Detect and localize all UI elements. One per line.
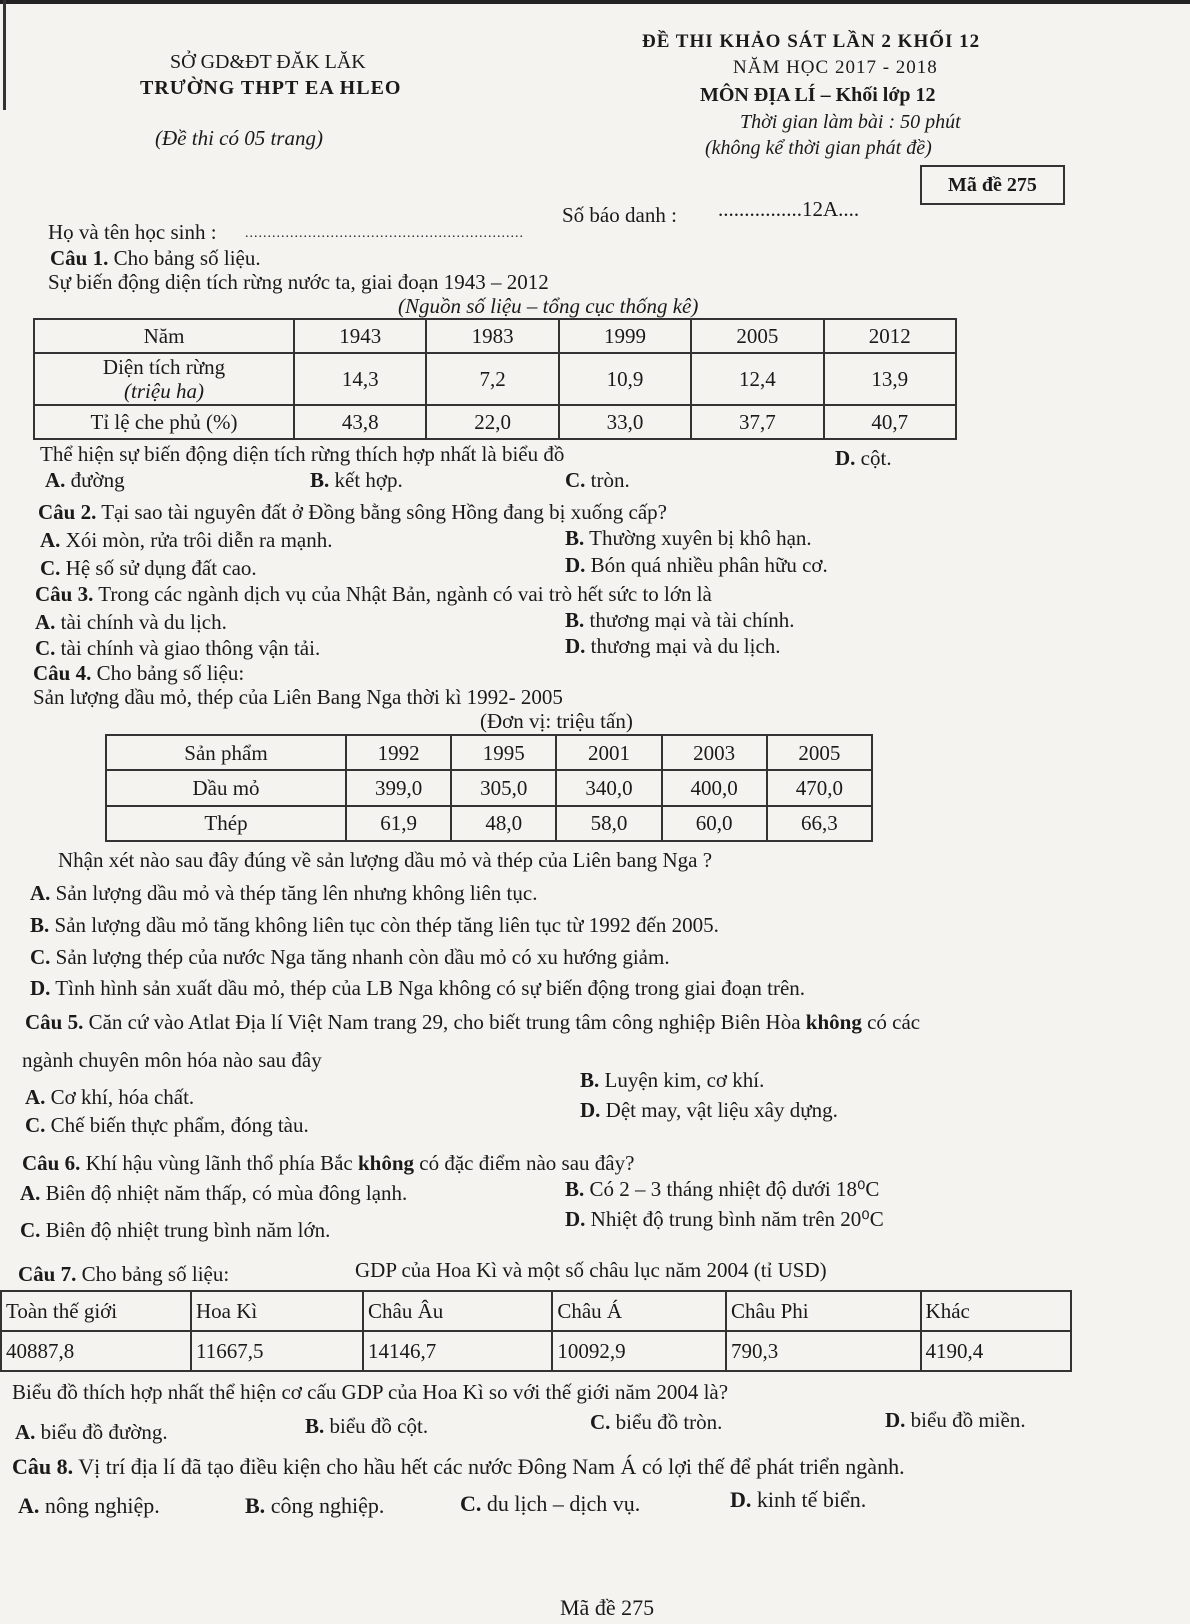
q5-stem-line2: ngành chuyên môn hóa nào sau đây [22, 1048, 322, 1072]
q7-stem-text: Cho bảng số liệu: [81, 1262, 230, 1286]
q3-option-a[interactable] [35, 610, 227, 634]
q4-table [105, 734, 873, 842]
option-label: C. [20, 1218, 41, 1242]
q3-option-c[interactable] [35, 636, 320, 660]
option-text: du lịch – dịch vụ. [486, 1491, 641, 1516]
q6-option-d[interactable] [565, 1207, 884, 1231]
option-label: A. [40, 528, 61, 552]
option-label: C. [460, 1491, 482, 1516]
table-cell: 22,0 [426, 405, 558, 439]
page-edge [0, 0, 1190, 4]
table-cell: 48,0 [451, 806, 556, 841]
student-name-field[interactable]: .............................................................. [245, 226, 524, 241]
q4-stem [33, 661, 244, 685]
table-cell: Tỉ lệ che phủ (%) [34, 405, 294, 439]
q5-stem [25, 1010, 920, 1034]
q6-option-c[interactable] [20, 1218, 330, 1242]
table-row [34, 319, 956, 353]
q5-stem-text-end: có các [867, 1010, 921, 1034]
exam-title: ĐỀ THI KHẢO SÁT LẦN 2 KHỐI 12 [642, 31, 981, 52]
option-label: B. [30, 913, 50, 937]
table-cell: Châu Âu [363, 1291, 552, 1331]
option-text: tài chính và du lịch. [60, 610, 227, 634]
option-label: D. [565, 634, 586, 658]
option-text: Hệ số sử dụng đất cao. [65, 556, 257, 580]
q4-option-d[interactable] [30, 976, 805, 1000]
option-text: thương mại và du lịch. [590, 634, 781, 658]
q6-stem-emphasis: không [357, 1151, 415, 1175]
page-edge-left [3, 0, 6, 110]
option-text: Luyện kim, cơ khí. [604, 1068, 765, 1092]
q6-stem-text: Khí hậu vùng lãnh thổ phía Bắc [85, 1151, 353, 1175]
table-cell: 60,0 [662, 806, 767, 841]
option-label: B. [565, 608, 585, 632]
table-cell: Năm [34, 319, 294, 353]
q8-option-b[interactable] [245, 1494, 384, 1518]
option-label: B. [310, 468, 330, 492]
q2-option-c[interactable] [40, 556, 257, 580]
option-label: D. [730, 1487, 752, 1512]
student-name-label: Họ và tên học sinh : [48, 220, 217, 244]
q2-option-d[interactable] [565, 553, 828, 577]
option-text: nông nghiệp. [44, 1493, 160, 1518]
table-row [106, 735, 872, 770]
table-cell: 33,0 [559, 405, 691, 439]
row-label: Diện tích rừng [102, 355, 226, 379]
table-row [1, 1291, 1071, 1331]
option-text: Chế biến thực phẩm, đóng tàu. [50, 1113, 309, 1137]
q5-number: Câu 5. [25, 1010, 84, 1034]
q7-option-c[interactable] [590, 1410, 722, 1434]
option-label: D. [565, 553, 586, 577]
option-label: A. [45, 468, 66, 492]
q1-number: Câu 1. [50, 246, 109, 270]
option-text: Sản lượng thép của nước Nga tăng nhanh còn dầu mỏ có xu hướng giảm. [55, 945, 670, 969]
table-cell: 2012 [824, 319, 956, 353]
q3-stem [35, 582, 712, 606]
option-text: biểu đồ tròn. [615, 1410, 723, 1434]
table-cell: 4190,4 [921, 1331, 1071, 1371]
table-cell: Châu Phi [726, 1291, 920, 1331]
option-text: biểu đồ miền. [910, 1408, 1026, 1432]
q1-question: Thể hiện sự biến động diện tích rừng thích hợp nhất là biểu đồ [40, 442, 565, 466]
table-cell: 470,0 [767, 770, 872, 805]
q1-option-d[interactable] [835, 446, 892, 470]
option-text: Nhiệt độ trung bình năm trên 20⁰C [590, 1207, 884, 1231]
table-cell: 12,4 [691, 353, 823, 405]
table-cell: 2003 [662, 735, 767, 770]
table-cell: 1983 [426, 319, 558, 353]
option-text: Biên độ nhiệt trung bình năm lớn. [45, 1218, 331, 1242]
table-cell: 790,3 [726, 1331, 920, 1371]
q4-number: Câu 4. [33, 661, 92, 685]
q6-number: Câu 6. [22, 1151, 81, 1175]
q7-option-d[interactable] [885, 1408, 1026, 1432]
q2-number: Câu 2. [38, 500, 97, 524]
option-label: B. [245, 1493, 266, 1518]
option-label: A. [15, 1420, 36, 1444]
q2-option-b[interactable] [565, 526, 812, 550]
row-unit: (triệu ha) [124, 379, 204, 403]
table-cell: Sản phẩm [106, 735, 346, 770]
q8-stem-text: Vị trí địa lí đã tạo điều kiện cho hầu hết các nước Đông Nam Á có lợi thế để phát triển ngành. [78, 1454, 905, 1479]
q1-stem [50, 246, 261, 270]
option-label: A. [20, 1181, 41, 1205]
footer-exam-code: Mã đề 275 [560, 1595, 655, 1620]
option-label: D. [835, 446, 856, 470]
option-text: Dệt may, vật liệu xây dựng. [605, 1098, 838, 1122]
option-text: cột. [860, 446, 892, 470]
q1-source: (Nguồn số liệu – tổng cục thống kê) [398, 294, 699, 318]
duration-note: (không kể thời gian phát đề) [705, 137, 932, 159]
option-label: D. [580, 1098, 601, 1122]
q8-number: Câu 8. [12, 1454, 74, 1479]
q8-option-a[interactable] [18, 1494, 160, 1518]
table-cell: 40,7 [824, 405, 956, 439]
option-label: B. [305, 1414, 325, 1438]
option-text: tài chính và giao thông vận tải. [60, 636, 321, 660]
duration: Thời gian làm bài : 50 phút [740, 111, 961, 133]
option-label: C. [590, 1410, 611, 1434]
option-label: D. [30, 976, 51, 1000]
q4-unit: (Đơn vị: triệu tấn) [480, 709, 633, 733]
table-cell: 13,9 [824, 353, 956, 405]
q7-number: Câu 7. [18, 1262, 77, 1286]
table-cell: Hoa Kì [191, 1291, 363, 1331]
table-cell: 1995 [451, 735, 556, 770]
table-row [106, 806, 872, 841]
table-row [34, 405, 956, 439]
q1-title: Sự biến động diện tích rừng nước ta, giai đoạn 1943 – 2012 [48, 270, 549, 294]
table-row [34, 353, 956, 405]
table-cell: Thép [106, 806, 346, 841]
q7-option-b[interactable] [305, 1414, 428, 1438]
option-label: B. [565, 1177, 585, 1201]
q4-stem-text: Cho bảng số liệu: [96, 661, 245, 685]
q4-option-b[interactable] [30, 913, 719, 937]
q4-title: Sản lượng dầu mỏ, thép của Liên Bang Nga thời kì 1992- 2005 [33, 685, 563, 709]
table-cell: 66,3 [767, 806, 872, 841]
subject: MÔN ĐỊA LÍ – Khối lớp 12 [700, 84, 936, 106]
option-label: A. [35, 610, 56, 634]
q7-question: Biểu đồ thích hợp nhất thể hiện cơ cấu GDP của Hoa Kì so với thế giới năm 2004 là? [12, 1380, 729, 1404]
q6-stem-text-end: có đặc điểm nào sau đây? [419, 1151, 635, 1175]
q7-table [0, 1290, 1072, 1372]
option-text: biểu đồ cột. [329, 1414, 429, 1438]
table-cell: 61,9 [346, 806, 451, 841]
q8-option-c[interactable] [460, 1492, 640, 1516]
table-cell: 1943 [294, 319, 426, 353]
table-cell: 43,8 [294, 405, 426, 439]
q5-option-a[interactable] [25, 1085, 194, 1109]
q3-option-d[interactable] [565, 634, 781, 658]
option-text: Biên độ nhiệt năm thấp, có mùa đông lạnh. [45, 1181, 408, 1205]
option-text: Xói mòn, rửa trôi diễn ra mạnh. [65, 528, 333, 552]
table-cell: 2005 [767, 735, 872, 770]
option-label: C. [565, 468, 586, 492]
table-cell: 58,0 [556, 806, 661, 841]
table-cell: 399,0 [346, 770, 451, 805]
q4-option-a[interactable] [30, 881, 537, 905]
q2-stem-text: Tại sao tài nguyên đất ở Đồng bằng sông Hồng đang bị xuống cấp? [101, 500, 667, 524]
exam-code-box: Mã đề 275 [920, 165, 1065, 205]
q5-stem-emphasis: không [805, 1010, 862, 1034]
option-text: biểu đồ đường. [40, 1420, 168, 1444]
option-text: Sản lượng dầu mỏ và thép tăng lên nhưng không liên tục. [55, 881, 538, 905]
option-label: C. [40, 556, 61, 580]
q1-option-b[interactable] [310, 468, 403, 492]
option-text: Cơ khí, hóa chất. [50, 1085, 195, 1109]
option-text: Thường xuyên bị khô hạn. [589, 526, 812, 550]
q6-option-b[interactable] [565, 1177, 879, 1201]
school-year: NĂM HỌC 2017 - 2018 [733, 57, 938, 78]
table-cell: 10,9 [559, 353, 691, 405]
table-cell: 2001 [556, 735, 661, 770]
option-label: D. [565, 1207, 586, 1231]
option-label: C. [35, 636, 56, 660]
option-label: B. [565, 526, 585, 550]
option-text: thương mại và tài chính. [589, 608, 795, 632]
table-cell [34, 353, 294, 405]
option-text: Có 2 – 3 tháng nhiệt độ dưới 18⁰C [589, 1177, 880, 1201]
option-label: D. [885, 1408, 906, 1432]
option-text: tròn. [590, 468, 630, 492]
table-cell: Toàn thế giới [1, 1291, 191, 1331]
table-cell: 305,0 [451, 770, 556, 805]
table-cell: 2005 [691, 319, 823, 353]
q7-stem [18, 1262, 229, 1286]
q6-option-a[interactable] [20, 1181, 407, 1205]
q3-option-b[interactable] [565, 608, 795, 632]
q8-stem [12, 1455, 905, 1479]
department: SỞ GD&ĐT ĐĂK LĂK [170, 51, 366, 73]
option-text: Sản lượng dầu mỏ tăng không liên tục còn thép tăng liên tục từ 1992 đến 2005. [54, 913, 719, 937]
option-label: A. [25, 1085, 46, 1109]
option-text: công nghiệp. [270, 1493, 385, 1518]
option-label: C. [25, 1113, 46, 1137]
table-cell: 340,0 [556, 770, 661, 805]
table-cell: 1992 [346, 735, 451, 770]
table-cell: 10092,9 [552, 1331, 726, 1371]
q1-option-a[interactable] [45, 468, 125, 492]
option-text: Bón quá nhiều phân hữu cơ. [590, 553, 828, 577]
option-text: đường [70, 468, 125, 492]
q3-stem-text: Trong các ngành dịch vụ của Nhật Bản, ngành có vai trò hết sức to lớn là [98, 582, 712, 606]
table-cell: Khác [921, 1291, 1071, 1331]
q8-option-d[interactable] [730, 1488, 866, 1512]
table-cell: Dầu mỏ [106, 770, 346, 805]
q1-table [33, 318, 957, 440]
table-row [1, 1331, 1071, 1371]
option-label: B. [580, 1068, 600, 1092]
q2-stem [38, 500, 667, 524]
q5-option-b[interactable] [580, 1068, 764, 1092]
table-cell: 400,0 [662, 770, 767, 805]
option-label: C. [30, 945, 51, 969]
q5-stem-text: Căn cứ vào Atlat Địa lí Việt Nam trang 29, cho biết trung tâm công nghiệp Biên Hòa [88, 1010, 801, 1034]
option-label: A. [18, 1493, 40, 1518]
q5-option-d[interactable] [580, 1098, 838, 1122]
q7-title: GDP của Hoa Kì và một số châu lục năm 2004 (tỉ USD) [355, 1258, 827, 1282]
q5-option-c[interactable] [25, 1113, 309, 1137]
option-label: A. [30, 881, 51, 905]
student-id-field[interactable]: ................12A.... [718, 197, 860, 221]
table-row [106, 770, 872, 805]
q1-stem-text: Cho bảng số liệu. [113, 246, 261, 270]
q3-number: Câu 3. [35, 582, 94, 606]
option-text: kinh tế biển. [756, 1487, 867, 1512]
pages-note: (Đề thi có 05 trang) [155, 126, 323, 150]
table-cell: 11667,5 [191, 1331, 363, 1371]
q7-option-a[interactable] [15, 1420, 168, 1444]
option-text: Tình hình sản xuất dầu mỏ, thép của LB Nga không có sự biến động trong giai đoạn trên. [55, 976, 806, 1000]
q4-question: Nhận xét nào sau đây đúng về sản lượng dầu mỏ và thép của Liên bang Nga ? [58, 848, 713, 872]
school-name: TRƯỜNG THPT EA HLEO [140, 77, 402, 99]
table-cell: 37,7 [691, 405, 823, 439]
q6-stem [22, 1151, 634, 1175]
table-cell: 40887,8 [1, 1331, 191, 1371]
table-cell: 14,3 [294, 353, 426, 405]
table-cell: 14146,7 [363, 1331, 552, 1371]
option-text: kết hợp. [334, 468, 403, 492]
table-cell: 7,2 [426, 353, 558, 405]
q4-option-c[interactable] [30, 945, 670, 969]
q2-option-a[interactable] [40, 528, 333, 552]
student-id-label: Số báo danh : [562, 203, 677, 227]
table-cell: 1999 [559, 319, 691, 353]
q1-option-c[interactable] [565, 468, 630, 492]
table-cell: Châu Á [552, 1291, 726, 1331]
